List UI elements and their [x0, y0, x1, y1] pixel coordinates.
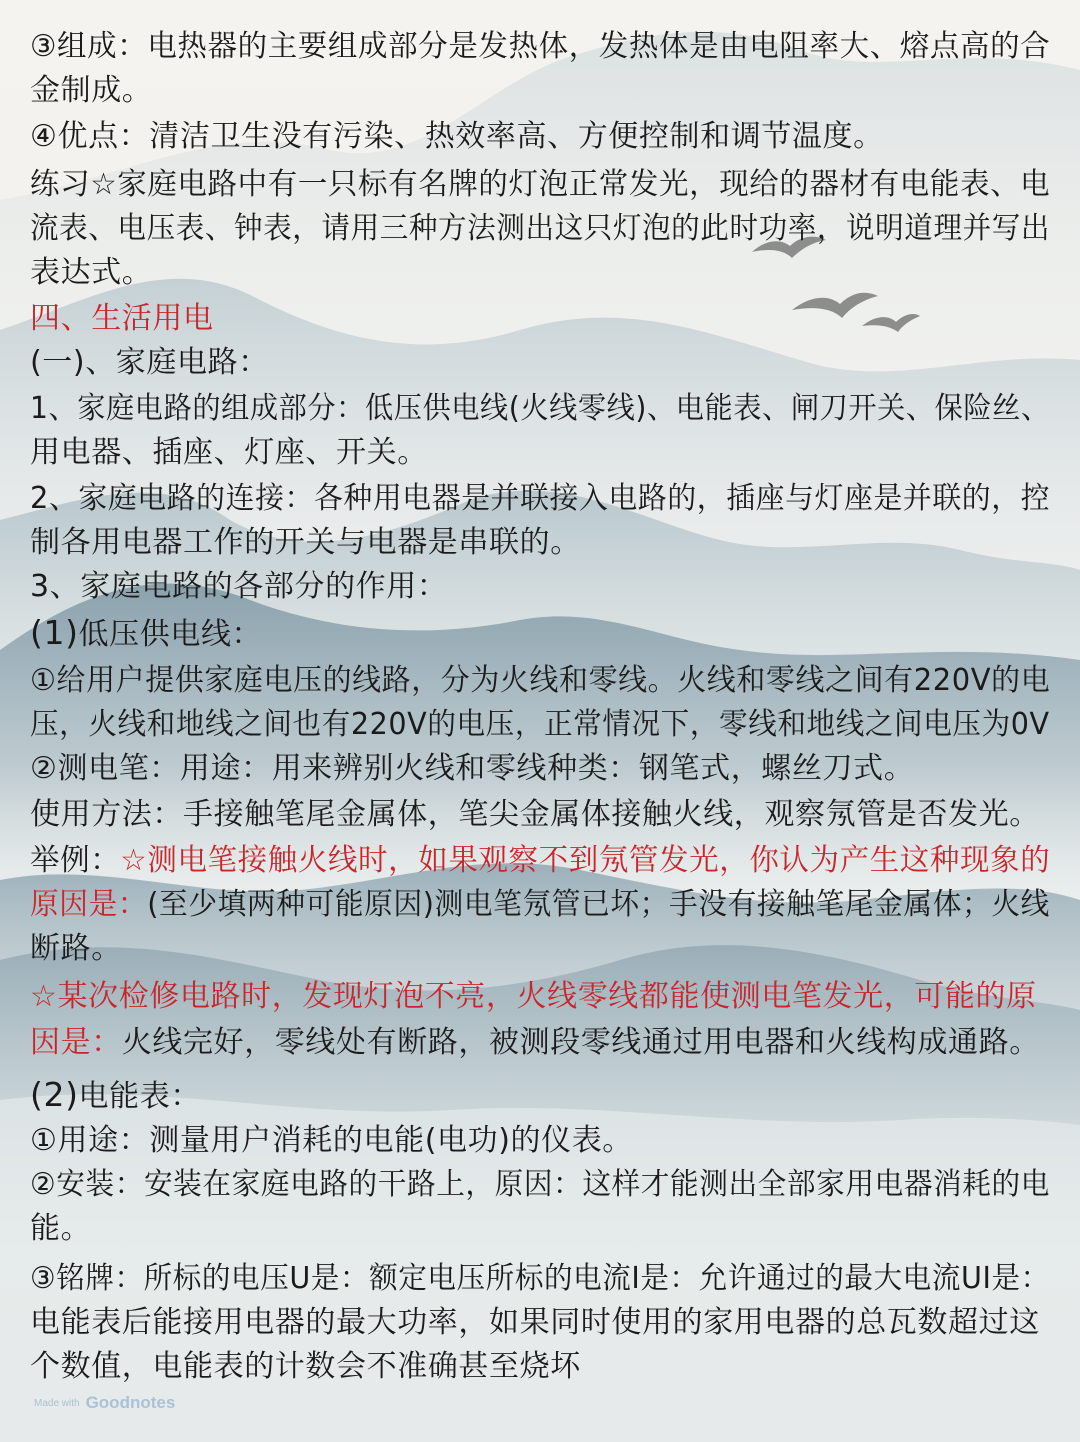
highlight-text: ☆某次检修电路时，发现灯泡不亮，火线零线都能使测电笔发光，可能的原: [30, 979, 1037, 1014]
body-text: 火线完好，零线处有断路，被测段零线通过用电器和火线构成通路。: [121, 1025, 1040, 1060]
body-text: (一)、家庭电路：: [30, 345, 269, 380]
body-text: 使用方法：手接触笔尾金属体，笔尖金属体接触火线，观察氖管是否发光。: [30, 797, 1040, 832]
text-line: [30, 341, 269, 385]
highlight-text: 原因是：: [30, 887, 148, 922]
text-line: [30, 207, 1050, 251]
text-line: [30, 793, 1040, 837]
body-text: 2、家庭电路的连接：各种用电器是并联接入电路的，插座与灯座是并联的，控: [30, 481, 1051, 516]
highlight-text: 四、生活用电: [30, 301, 214, 336]
text-line: [30, 297, 214, 341]
watermark-prefix: Made with: [34, 1397, 80, 1409]
text-line: [30, 251, 152, 295]
text-line: [30, 883, 1050, 927]
text-line: [30, 1021, 1040, 1065]
text-line: [30, 659, 1050, 703]
body-text: ①用途：测量用户消耗的电能(电功)的仪表。: [30, 1123, 633, 1158]
text-line: [30, 839, 1050, 883]
body-text: 低压供电线：: [78, 617, 263, 652]
body-text: ②安装：安装在家庭电路的干路上，原因：这样才能测出全部家用电器消耗的电: [30, 1167, 1050, 1202]
body-text: 1、家庭电路的组成部分：低压供电线(火线零线)、电能表、闸刀开关、保险丝、: [30, 391, 1050, 426]
body-text: 练习☆家庭电路中有一只标有名牌的灯泡正常发光，现给的器材有电能表、电: [30, 167, 1051, 202]
text-line: [30, 115, 884, 159]
text-line: [30, 25, 1050, 69]
body-text: (至少填两种可能原因)测电笔氖管已坏；手没有接触笔尾金属体；火线: [147, 887, 1050, 922]
text-line: [30, 1163, 1050, 1207]
body-text: (1): [30, 613, 79, 652]
watermark-brand: Goodnotes: [85, 1393, 176, 1412]
text-line: [30, 163, 1050, 207]
text-line: [30, 1257, 1050, 1301]
body-text: 3、家庭电路的各部分的作用：: [30, 569, 448, 604]
text-line: [30, 431, 428, 475]
body-text: 能。: [30, 1211, 92, 1246]
text-line: [30, 703, 1050, 747]
text-line: [30, 975, 1037, 1019]
text-line: [30, 927, 122, 971]
goodnotes-watermark: [34, 1393, 175, 1413]
text-line: [30, 1207, 91, 1251]
text-line: [30, 1301, 1040, 1345]
text-line: [30, 1119, 633, 1163]
text-line: [30, 1073, 201, 1117]
text-line: [30, 387, 1050, 431]
body-text: 电能表：: [78, 1079, 201, 1114]
text-line: [30, 1345, 581, 1389]
body-text: 用电器、插座、灯座、开关。: [30, 435, 428, 470]
body-text: ③铭牌：所标的电压U是：额定电压所标的电流I是：允许通过的最大电流UI是：: [30, 1261, 1050, 1296]
body-text: 个数值，电能表的计数会不准确甚至烧坏: [30, 1349, 581, 1384]
body-text: ③组成：电热器的主要组成部分是发热体，发热体是由电阻率大、熔点高的合: [30, 29, 1051, 64]
body-text: 电能表后能接用电器的最大功率，如果同时使用的家用电器的总瓦数超过这: [30, 1305, 1040, 1340]
body-text: 流表、电压表、钟表，请用三种方法测出这只灯泡的此时功率，说明道理并写出: [30, 211, 1051, 246]
body-text: 金制成。: [30, 73, 153, 108]
highlight-text: 因是：: [30, 1025, 122, 1060]
text-line: [30, 69, 152, 113]
body-text: 举例：: [30, 843, 121, 878]
body-text: 断路。: [30, 931, 122, 966]
body-text: 制各用电器工作的开关与电器是串联的。: [30, 525, 581, 560]
body-text: ④优点：清洁卫生没有污染、热效率高、方便控制和调节温度。: [30, 119, 884, 154]
body-text: 压，火线和地线之间也有220V的电压，正常情况下，零线和地线之间电压为0V: [30, 707, 1050, 742]
text-line: [30, 477, 1050, 521]
highlight-text: ☆测电笔接触火线时，如果观察不到氖管发光，你认为产生这种现象的: [120, 843, 1051, 878]
body-text: ②测电笔：用途：用来辨别火线和零线种类：钢笔式，螺丝刀式。: [30, 751, 915, 786]
text-line: [30, 521, 581, 565]
body-text: 表达式。: [30, 255, 153, 290]
body-text: (2): [30, 1075, 79, 1114]
text-line: [30, 611, 262, 655]
body-text: ①给用户提供家庭电压的线路，分为火线和零线。火线和零线之间有220V的电: [30, 663, 1051, 698]
text-line: [30, 565, 448, 609]
text-line: [30, 747, 914, 791]
